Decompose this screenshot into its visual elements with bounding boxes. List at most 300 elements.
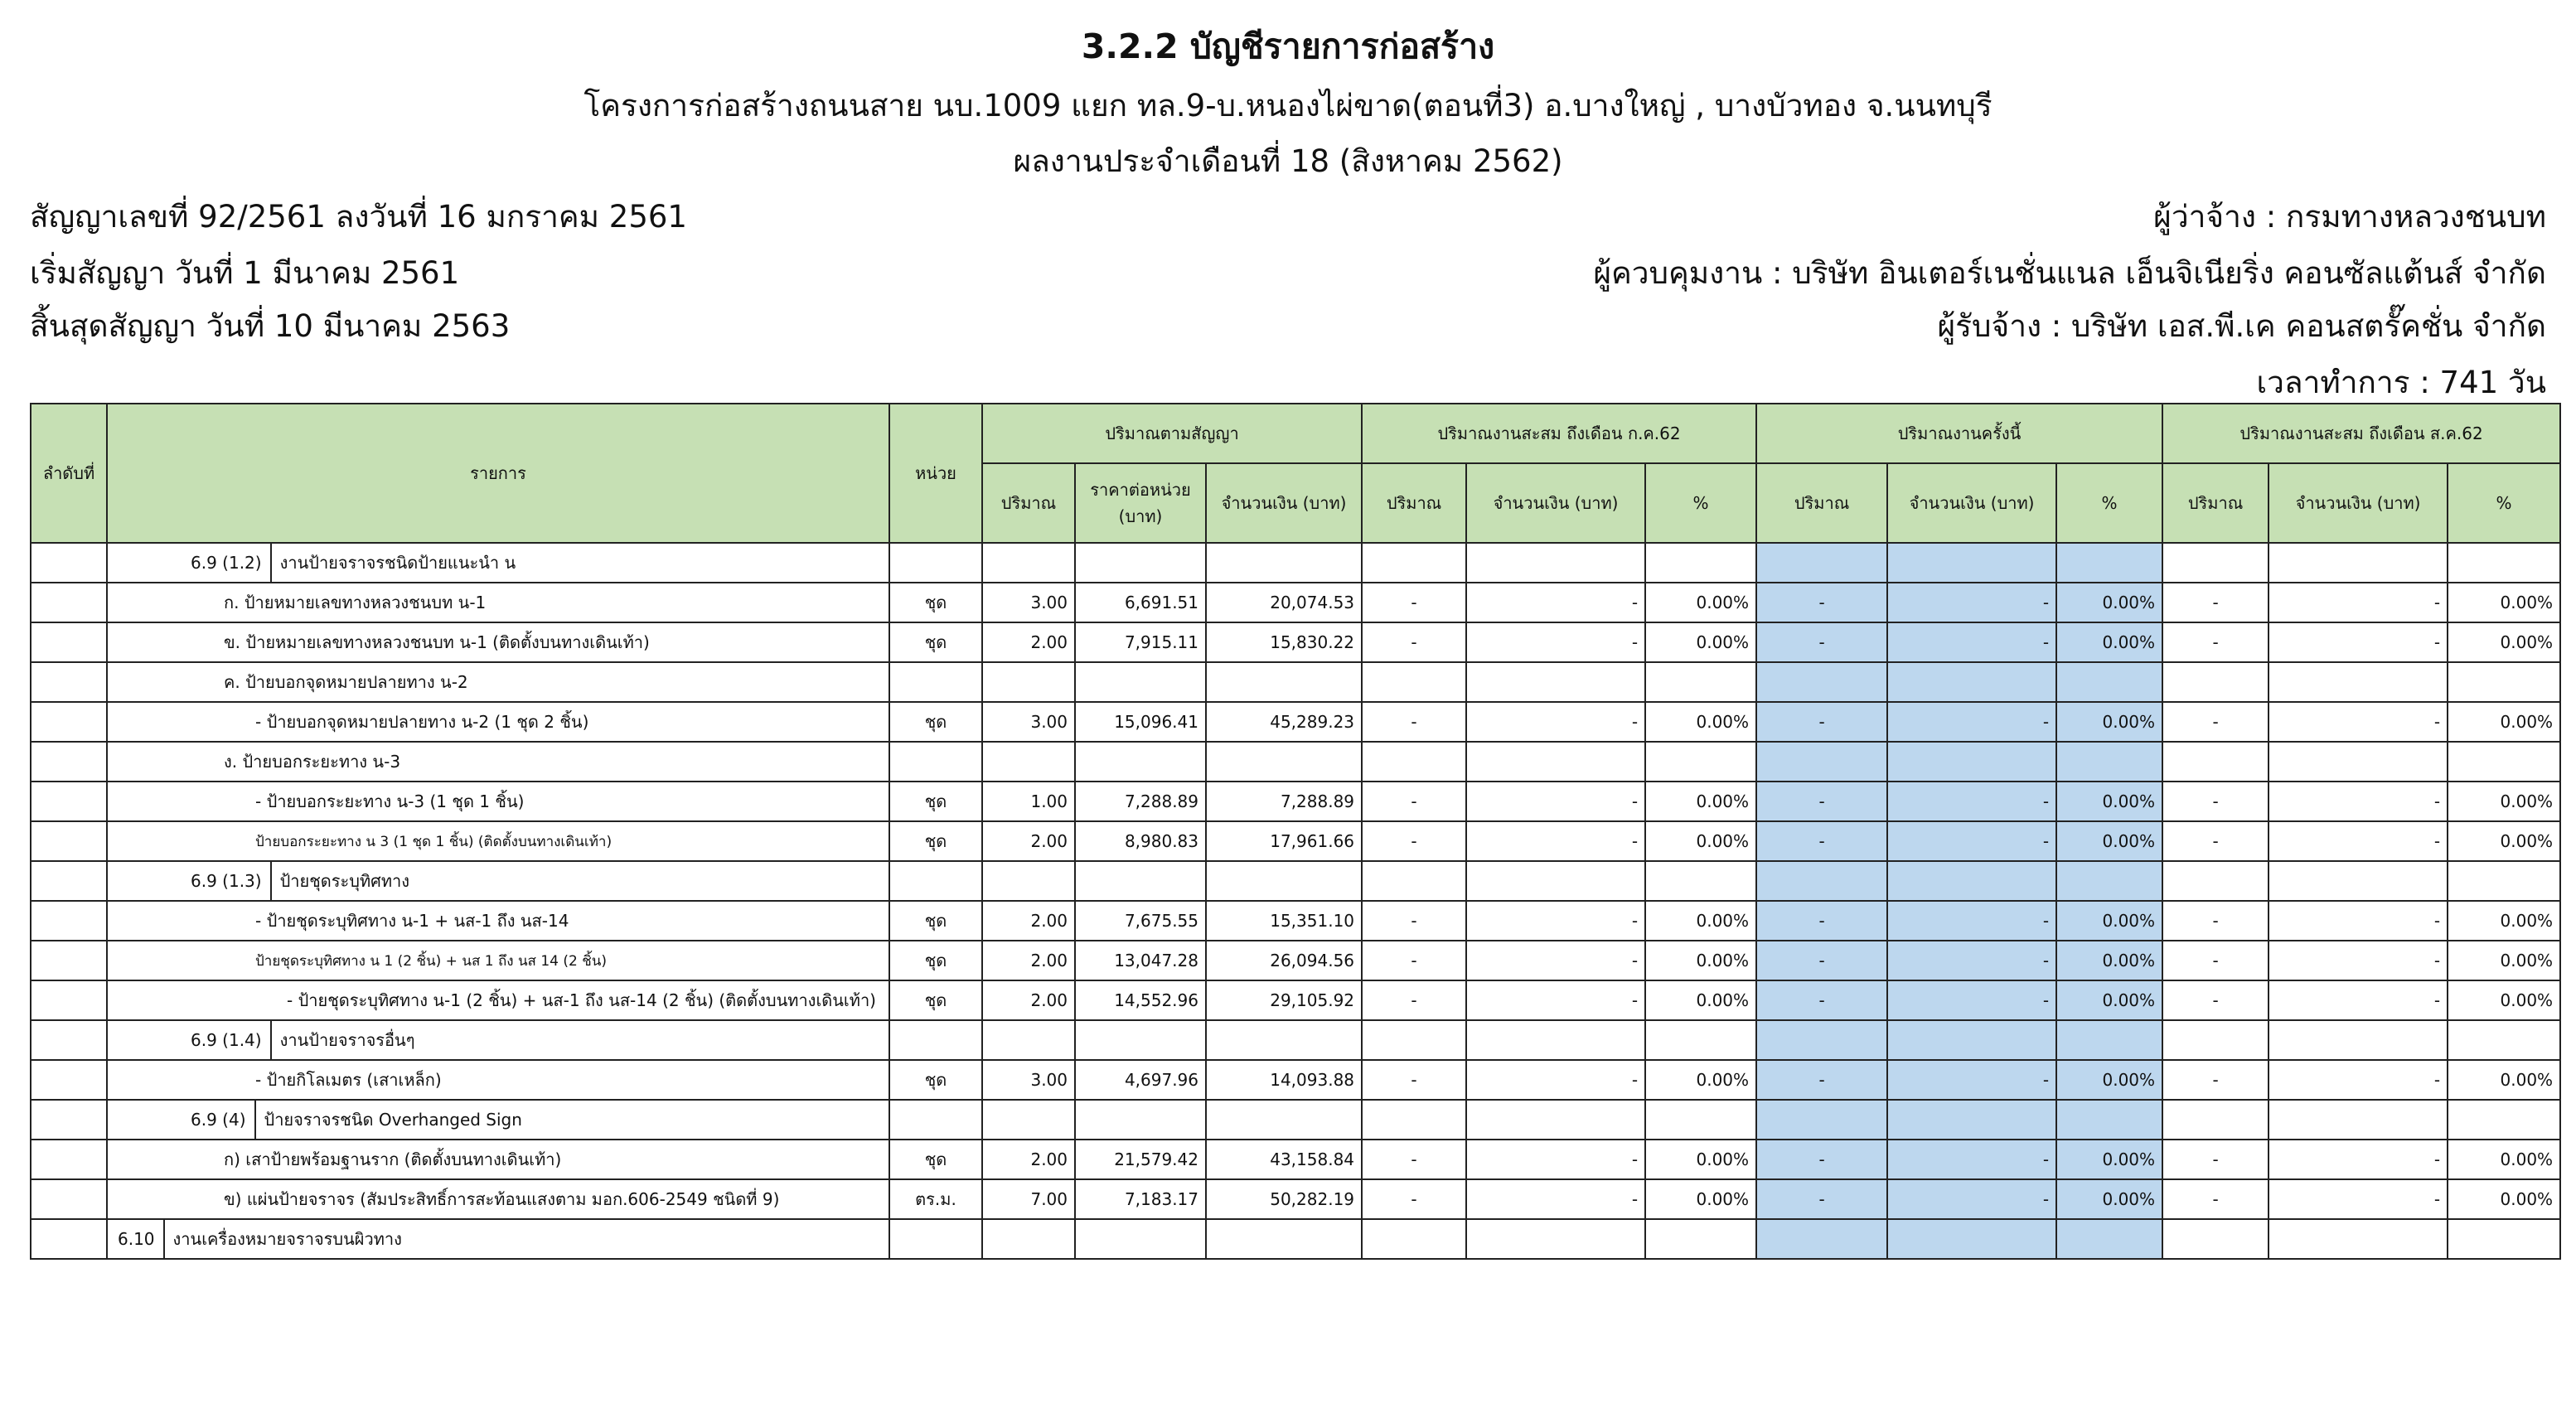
row-cum-qty: - [2162,1140,2269,1179]
row-qty: 3.00 [982,1060,1075,1100]
row-cur-percent: 0.00% [2056,980,2162,1020]
table-row [31,583,2560,622]
row-cur-amount: - [1887,1179,2056,1219]
row-prev-qty [1362,543,1466,583]
row-item-text: - ป้ายบอกจุดหมายปลายทาง น-2 (1 ชุด 2 ชิ้น) [255,712,589,732]
row-cur-amount [1887,1020,2056,1060]
row-amount [1206,861,1362,901]
row-unit-price: 6,691.51 [1075,583,1206,622]
row-cum-amount: - [2269,622,2448,662]
row-unit: ชุด [889,1140,982,1179]
row-item-text: - ป้ายชุดระบุทิศทาง น-1 + นส-1 ถึง นส-14 [255,911,569,931]
row-qty [982,1020,1075,1060]
header-item: รายการ [107,404,889,543]
row-prev-amount: - [1466,1140,1645,1179]
row-prev-qty: - [1362,980,1466,1020]
row-cur-amount: - [1887,980,2056,1020]
row-cur-qty [1756,1219,1887,1259]
row-cum-percent: 0.00% [2448,821,2560,861]
row-unit: ชุด [889,782,982,821]
row-section-code: 6.10 [118,1220,165,1258]
row-cur-amount [1887,662,2056,702]
row-cur-qty [1756,861,1887,901]
row-unit-price: 14,552.96 [1075,980,1206,1020]
row-cum-percent: 0.00% [2448,901,2560,941]
row-no [31,583,107,622]
row-item-text: ข) แผ่นป้ายจราจร (สัมประสิทธิ์การสะท้อนแสงตาม มอก.606-2549 ชนิดที่ 9) [224,1189,780,1209]
row-item-text: - ป้ายบอกระยะทาง น-3 (1 ชุด 1 ชิ้น) [255,791,525,811]
row-cum-amount: - [2269,782,2448,821]
row-cur-percent: 0.00% [2056,782,2162,821]
row-unit: ชุด [889,583,982,622]
row-qty: 3.00 [982,702,1075,742]
row-item-text: ป้ายชุดระบุทิศทาง น 1 (2 ชิ้น) + นส 1 ถึง นส 14 (2 ชิ้น) [255,952,608,970]
row-cur-percent: 0.00% [2056,702,2162,742]
row-item [107,1179,889,1219]
row-amount [1206,662,1362,702]
row-cur-qty [1756,742,1887,782]
row-cum-amount: - [2269,901,2448,941]
row-item-text: ง. ป้ายบอกระยะทาง น-3 [224,752,401,772]
row-prev-amount [1466,1219,1645,1259]
row-cum-amount [2269,662,2448,702]
row-amount: 17,961.66 [1206,821,1362,861]
row-item-text: ข. ป้ายหมายเลขทางหลวงชนบท น-1 (ติดตั้งบนทางเดินเท้า) [224,632,650,652]
table-row [31,1179,2560,1219]
header-group-contract: ปริมาณตามสัญญา [982,404,1362,463]
row-cum-qty [2162,1020,2269,1060]
table-row [31,1100,2560,1140]
row-qty: 2.00 [982,901,1075,941]
header-prev-percent: % [1645,463,1756,543]
row-cum-percent: 0.00% [2448,782,2560,821]
row-item [107,583,889,622]
row-qty: 2.00 [982,1140,1075,1179]
row-cur-qty [1756,1100,1887,1140]
row-prev-qty: - [1362,1140,1466,1179]
row-cum-qty: - [2162,702,2269,742]
row-item [107,1100,889,1140]
row-amount: 50,282.19 [1206,1179,1362,1219]
row-unit [889,861,982,901]
row-item-text: ก) เสาป้ายพร้อมฐานราก (ติดตั้งบนทางเดินเท้า) [224,1149,562,1169]
row-cum-qty: - [2162,980,2269,1020]
row-cum-percent: 0.00% [2448,941,2560,980]
row-amount: 45,289.23 [1206,702,1362,742]
row-cur-percent [2056,742,2162,782]
row-item-text: งานป้ายจราจรอื่นๆ [279,1030,415,1050]
header-group-previous: ปริมาณงานสะสม ถึงเดือน ก.ค.62 [1362,404,1756,463]
row-prev-amount: - [1466,980,1645,1020]
row-no [31,1219,107,1259]
row-cum-percent [2448,662,2560,702]
row-item [107,980,889,1020]
header-cum-amount: จำนวนเงิน (บาท) [2269,463,2448,543]
row-prev-percent [1645,1020,1756,1060]
row-cur-percent [2056,1020,2162,1060]
row-item [107,1219,889,1259]
row-cur-qty [1756,543,1887,583]
row-item [107,821,889,861]
row-unit [889,1020,982,1060]
row-unit-price [1075,543,1206,583]
row-cur-percent: 0.00% [2056,583,2162,622]
row-cur-percent: 0.00% [2056,941,2162,980]
row-no [31,980,107,1020]
row-cur-amount: - [1887,583,2056,622]
row-unit-price: 7,288.89 [1075,782,1206,821]
row-cur-amount: - [1887,1060,2056,1100]
row-cum-qty: - [2162,1179,2269,1219]
header-group-current: ปริมาณงานครั้งนี้ [1756,404,2162,463]
row-prev-qty: - [1362,622,1466,662]
row-cur-qty: - [1756,821,1887,861]
row-item-text: - ป้ายกิโลเมตร (เสาเหล็ก) [255,1070,442,1090]
row-prev-percent [1645,662,1756,702]
row-cum-percent: 0.00% [2448,583,2560,622]
row-prev-qty [1362,742,1466,782]
row-prev-percent [1645,1100,1756,1140]
row-unit: ตร.ม. [889,1179,982,1219]
row-amount: 26,094.56 [1206,941,1362,980]
row-cum-percent [2448,543,2560,583]
row-cum-amount [2269,1219,2448,1259]
row-qty [982,662,1075,702]
row-qty [982,1219,1075,1259]
row-cum-amount: - [2269,702,2448,742]
row-qty: 7.00 [982,1179,1075,1219]
header-prev-qty: ปริมาณ [1362,463,1466,543]
row-amount [1206,1100,1362,1140]
row-prev-amount: - [1466,1179,1645,1219]
header-cur-percent: % [2056,463,2162,543]
row-cur-percent [2056,543,2162,583]
row-prev-amount [1466,543,1645,583]
row-qty [982,742,1075,782]
bill-of-quantities-table [30,403,2561,1260]
row-prev-percent: 0.00% [1645,980,1756,1020]
row-cum-amount [2269,1020,2448,1060]
row-cur-percent: 0.00% [2056,1060,2162,1100]
row-item [107,782,889,821]
row-cur-amount: - [1887,901,2056,941]
row-unit-price [1075,861,1206,901]
row-unit [889,742,982,782]
row-item-text: ป้ายจราจรชนิด Overhanged Sign [264,1110,522,1130]
row-cum-percent [2448,1100,2560,1140]
row-prev-percent [1645,543,1756,583]
row-no [31,861,107,901]
contractor: ผู้รับจ้าง : บริษัท เอส.พี.เค คอนสตรั๊คชั่น จำกัด [1937,308,2546,344]
row-unit [889,1100,982,1140]
header-no: ลำดับที่ [31,404,107,543]
row-prev-qty [1362,662,1466,702]
contract-end-date: สิ้นสุดสัญญา วันที่ 10 มีนาคม 2563 [30,308,511,344]
row-prev-qty: - [1362,941,1466,980]
header-cum-qty: ปริมาณ [2162,463,2269,543]
report-period: ผลงานประจำเดือนที่ 18 (สิงหาคม 2562) [1013,143,1563,179]
row-prev-qty: - [1362,901,1466,941]
row-cum-percent [2448,1219,2560,1259]
row-cum-percent: 0.00% [2448,1140,2560,1179]
row-prev-percent: 0.00% [1645,782,1756,821]
row-amount: 14,093.88 [1206,1060,1362,1100]
row-item [107,901,889,941]
row-no [31,941,107,980]
row-unit-price: 4,697.96 [1075,1060,1206,1100]
row-cur-qty: - [1756,1140,1887,1179]
row-prev-qty [1362,1219,1466,1259]
row-no [31,1179,107,1219]
row-section-code: 6.9 (1.3) [191,862,272,900]
row-prev-qty: - [1362,583,1466,622]
row-item-text: งานป้ายจราจรชนิดป้ายแนะนำ น [279,553,516,573]
row-cur-qty: - [1756,980,1887,1020]
row-prev-amount: - [1466,583,1645,622]
row-no [31,821,107,861]
row-cur-percent [2056,861,2162,901]
row-item [107,622,889,662]
row-qty: 2.00 [982,622,1075,662]
row-cur-qty: - [1756,1179,1887,1219]
row-amount: 7,288.89 [1206,782,1362,821]
row-cur-percent: 0.00% [2056,622,2162,662]
row-no [31,1140,107,1179]
row-prev-percent: 0.00% [1645,901,1756,941]
row-prev-amount: - [1466,821,1645,861]
row-section-code: 6.9 (4) [191,1101,256,1139]
row-prev-percent: 0.00% [1645,622,1756,662]
row-cur-qty: - [1756,583,1887,622]
row-cur-percent: 0.00% [2056,1179,2162,1219]
row-cum-qty: - [2162,821,2269,861]
row-prev-amount: - [1466,1060,1645,1100]
table-row [31,1140,2560,1179]
table-row [31,861,2560,901]
row-cum-amount: - [2269,1060,2448,1100]
row-cur-amount: - [1887,821,2056,861]
row-prev-amount [1466,662,1645,702]
row-cum-qty [2162,662,2269,702]
row-no [31,543,107,583]
row-cum-amount [2269,861,2448,901]
row-item [107,1060,889,1100]
row-amount: 43,158.84 [1206,1140,1362,1179]
row-unit-price [1075,662,1206,702]
row-item-text: ค. ป้ายบอกจุดหมายปลายทาง น-2 [224,672,468,692]
row-cum-percent: 0.00% [2448,622,2560,662]
row-cur-percent: 0.00% [2056,821,2162,861]
row-cur-percent [2056,1219,2162,1259]
row-prev-percent [1645,1219,1756,1259]
row-cur-qty: - [1756,782,1887,821]
row-no [31,742,107,782]
row-cum-qty [2162,861,2269,901]
row-unit: ชุด [889,1060,982,1100]
row-unit-price: 13,047.28 [1075,941,1206,980]
row-no [31,1020,107,1060]
document-title: 3.2.2 บัญชีรายการก่อสร้าง [1081,27,1495,66]
row-cum-amount: - [2269,980,2448,1020]
table-row [31,941,2560,980]
row-unit-price [1075,1020,1206,1060]
table-row [31,1219,2560,1259]
row-cum-percent [2448,1020,2560,1060]
row-cum-qty [2162,543,2269,583]
row-prev-amount: - [1466,901,1645,941]
row-item [107,861,889,901]
row-unit-price [1075,742,1206,782]
row-cur-amount: - [1887,1140,2056,1179]
row-prev-percent: 0.00% [1645,583,1756,622]
row-unit-price: 7,675.55 [1075,901,1206,941]
row-prev-qty: - [1362,1060,1466,1100]
row-prev-qty: - [1362,702,1466,742]
header-qty: ปริมาณ [982,463,1075,543]
row-section-code: 6.9 (1.4) [191,1021,272,1059]
row-item [107,1020,889,1060]
row-prev-percent: 0.00% [1645,1060,1756,1100]
table-row [31,543,2560,583]
row-qty: 2.00 [982,941,1075,980]
table-row [31,742,2560,782]
row-cur-amount: - [1887,622,2056,662]
row-cum-percent: 0.00% [2448,702,2560,742]
row-cum-amount: - [2269,1179,2448,1219]
row-unit: ชุด [889,901,982,941]
row-cum-qty [2162,1219,2269,1259]
row-no [31,901,107,941]
row-qty [982,861,1075,901]
row-cur-amount [1887,1219,2056,1259]
row-cum-qty: - [2162,583,2269,622]
row-cum-qty: - [2162,1060,2269,1100]
row-cur-amount: - [1887,941,2056,980]
row-prev-percent: 0.00% [1645,1179,1756,1219]
row-cur-qty [1756,1020,1887,1060]
row-prev-amount [1466,1100,1645,1140]
row-cum-qty: - [2162,941,2269,980]
row-no [31,702,107,742]
row-cur-amount: - [1887,782,2056,821]
project-name: โครงการก่อสร้างถนนสาย นบ.1009 แยก ทล.9-บ.หนองไผ่ขาด(ตอนที่3) อ.บางใหญ่ , บางบัวทอง จ.นนทบุรี [583,88,1993,123]
row-prev-percent [1645,861,1756,901]
row-cum-percent: 0.00% [2448,980,2560,1020]
row-amount [1206,1219,1362,1259]
row-cum-qty [2162,1100,2269,1140]
row-cur-qty: - [1756,1060,1887,1100]
row-cur-amount [1887,861,2056,901]
row-unit: ชุด [889,702,982,742]
row-prev-percent: 0.00% [1645,1140,1756,1179]
row-prev-percent: 0.00% [1645,941,1756,980]
table-row [31,1060,2560,1100]
row-cur-qty: - [1756,702,1887,742]
row-amount: 20,074.53 [1206,583,1362,622]
row-qty: 1.00 [982,782,1075,821]
row-cur-percent [2056,1100,2162,1140]
work-duration: เวลาทำการ : 741 วัน [2256,365,2546,400]
row-cur-percent: 0.00% [2056,901,2162,941]
contract-number: สัญญาเลขที่ 92/2561 ลงวันที่ 16 มกราคม 2561 [30,199,687,235]
row-unit: ชุด [889,980,982,1020]
row-item-text: งานเครื่องหมายจราจรบนผิวทาง [172,1229,402,1249]
row-unit: ชุด [889,941,982,980]
row-cur-amount [1887,742,2056,782]
row-prev-amount: - [1466,622,1645,662]
row-cum-percent: 0.00% [2448,1060,2560,1100]
row-prev-amount [1466,742,1645,782]
row-amount [1206,1020,1362,1060]
row-item-text: - ป้ายชุดระบุทิศทาง น-1 (2 ชิ้น) + นส-1 ถึง นส-14 (2 ชิ้น) (ติดตั้งบนทางเดินเท้า) [287,990,876,1010]
row-unit-price [1075,1100,1206,1140]
row-cum-amount: - [2269,821,2448,861]
row-cum-amount [2269,742,2448,782]
row-no [31,1100,107,1140]
row-unit [889,543,982,583]
row-prev-qty: - [1362,821,1466,861]
row-unit-price: 7,915.11 [1075,622,1206,662]
row-cum-amount: - [2269,941,2448,980]
row-prev-qty [1362,1100,1466,1140]
row-no [31,622,107,662]
row-qty [982,543,1075,583]
row-unit-price: 21,579.42 [1075,1140,1206,1179]
header-unit-price: ราคาต่อหน่วย (บาท) [1075,463,1206,543]
row-amount [1206,543,1362,583]
row-unit-price [1075,1219,1206,1259]
header-amount: จำนวนเงิน (บาท) [1206,463,1362,543]
row-prev-qty: - [1362,1179,1466,1219]
row-cur-qty: - [1756,941,1887,980]
row-qty: 3.00 [982,583,1075,622]
row-cum-qty: - [2162,901,2269,941]
row-qty: 2.00 [982,821,1075,861]
row-no [31,782,107,821]
row-amount: 15,351.10 [1206,901,1362,941]
row-prev-amount [1466,861,1645,901]
row-item [107,702,889,742]
row-item [107,742,889,782]
row-amount: 29,105.92 [1206,980,1362,1020]
row-unit: ชุด [889,821,982,861]
row-cur-amount [1887,1100,2056,1140]
row-prev-amount: - [1466,782,1645,821]
row-item [107,662,889,702]
row-item-text: ป้ายชุดระบุทิศทาง [279,871,410,891]
row-no [31,662,107,702]
row-unit [889,662,982,702]
row-cur-qty: - [1756,901,1887,941]
row-cum-amount: - [2269,583,2448,622]
row-section-code: 6.9 (1.2) [191,544,272,582]
row-prev-percent: 0.00% [1645,821,1756,861]
row-unit-price: 15,096.41 [1075,702,1206,742]
table-row [31,702,2560,742]
row-qty [982,1100,1075,1140]
row-cum-percent: 0.00% [2448,1179,2560,1219]
table-row [31,662,2560,702]
row-unit [889,1219,982,1259]
row-unit: ชุด [889,622,982,662]
row-prev-qty [1362,1020,1466,1060]
row-cur-amount: - [1887,702,2056,742]
row-cum-percent [2448,861,2560,901]
row-cur-percent: 0.00% [2056,1140,2162,1179]
row-unit-price: 7,183.17 [1075,1179,1206,1219]
row-cur-percent [2056,662,2162,702]
row-cum-amount [2269,1100,2448,1140]
